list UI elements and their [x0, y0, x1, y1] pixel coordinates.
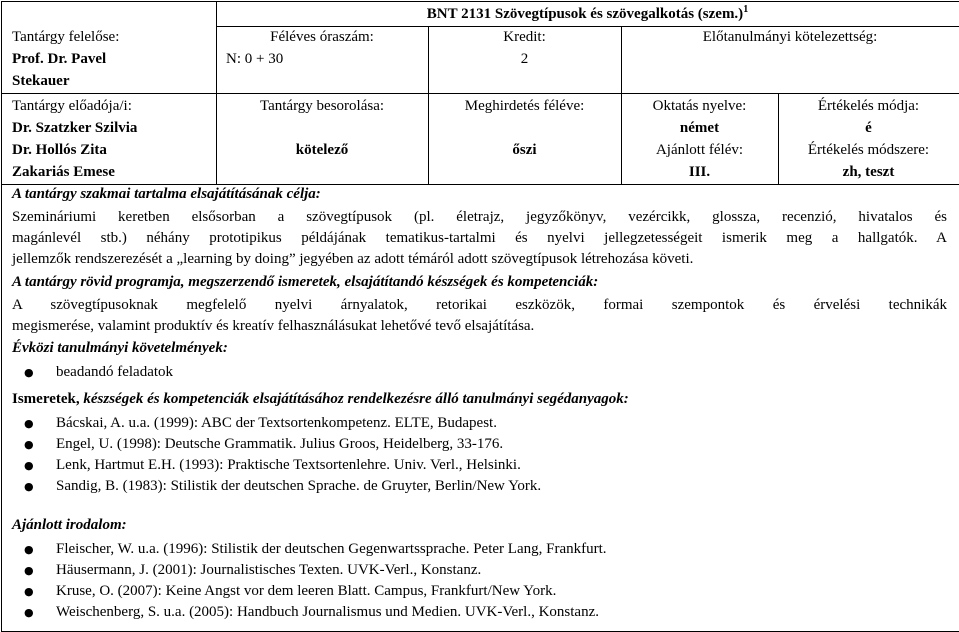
list-item: ● Fleischer, W. u.a. (1996): Stilistik der deutschen Gegenwartssprache. Peter Lang, Frankfurt.: [12, 539, 947, 560]
segedanyag-heading-rest: készségek és kompetenciák elsajátításához rendelkezésre álló tanulmányi segédanyagok:: [79, 391, 629, 407]
meghirdetes-value: őszi: [512, 142, 537, 158]
eloado-3: Zakariás Emese: [12, 164, 115, 180]
ertekeles-label: Értékelés módja:: [817, 98, 920, 114]
list-item: ● Lenk, Hartmut E.H. (1993): Praktische Textsortenlehre. Univ. Verl., Helsinki.: [12, 455, 947, 476]
list-item: ● Weischenberg, S. u.a. (2005): Handbuch Journalismus und Medien. UVK-Verl., Konstanz.: [12, 602, 947, 623]
nyelv-value: német: [679, 120, 720, 136]
segedanyag-list: [12, 413, 947, 497]
kredit-label: Kredit:: [503, 29, 546, 45]
irodalom-list: [12, 539, 947, 623]
eloado-2: Dr. Hollós Zita: [12, 142, 107, 158]
cel-line-2: magánlevél stb.) néhány prototipikus példájának tematikus-tartalmi és nyelvi jellegzetességeit ismerik meg a hallgatók. A: [12, 230, 947, 246]
modszere-label: Értékelés módszere:: [807, 142, 930, 158]
felelos-label: Tantárgy felelőse:: [12, 29, 120, 45]
oraszam-label: Féléves óraszám:: [270, 29, 374, 45]
irodalom-heading: Ajánlott irodalom:: [12, 517, 127, 533]
felelos-name-1: Prof. Dr. Pavel: [12, 51, 107, 67]
eloado-label: Tantárgy előadója/i:: [12, 98, 132, 114]
eloado-1: Dr. Szatzker Szilvia: [12, 120, 138, 136]
course-title-text: BNT 2131 Szövegtípusok és szövegalkotás (szem.): [426, 6, 744, 22]
grid-hline-title: [216, 26, 959, 27]
nyelv-label: Oktatás nyelve:: [652, 98, 747, 114]
program-heading: A tantárgy rövid programja, megszerzendő ismeretek, elsajátítandó készségek és kompetenciák:: [12, 274, 599, 290]
program-line-1: A szövegtípusoknak megfelelő nyelvi árnyalatok, retorikai eszközök, formai szempontok és érvelési technikák: [12, 297, 947, 313]
segedanyag-heading: [12, 391, 629, 408]
oraszam-value: N: 0 + 30: [226, 51, 284, 67]
program-line-2: megismerése, valamint produktív és kreatív felhasználásukat lehetővé tevő elsajátítása.: [12, 318, 535, 334]
segedanyag-heading-plain: Ismeretek,: [12, 391, 80, 407]
meghirdetes-label: Meghirdetés féléve:: [464, 98, 585, 114]
grid-hline-row2: [2, 93, 959, 94]
footnote-marker: 1: [743, 4, 749, 15]
list-item: ● Sandig, B. (1983): Stilistik der deutschen Sprache. de Gruyter, Berlin/New York.: [12, 476, 947, 497]
evkozi-list: [12, 362, 947, 383]
list-item: ● Kruse, O. (2007): Keine Angst vor dem leeren Blatt. Campus, Frankfurt/New York.: [12, 581, 947, 602]
cel-line-1: Szemináriumi keretben elsősorban a szövegtípusok (pl. életrajz, jegyzőkönyv, vezércikk, glossza, recenzió, hivatalos és: [12, 209, 947, 225]
course-datasheet: [1, 1, 959, 632]
list-item: ● beadandó feladatok: [12, 362, 947, 383]
kredit-value: 2: [520, 51, 529, 67]
cel-heading: A tantárgy szakmai tartalma elsajátításának célja:: [12, 186, 321, 202]
modszere-value: zh, teszt: [842, 164, 895, 180]
ertekeles-value: é: [865, 120, 872, 136]
cel-line-3: jellemzők rendszerezését a „learning by doing” jegyében az adott témáról adott szövegtípusok létrehozása követi.: [12, 251, 694, 267]
besorolas-label: Tantárgy besorolása:: [259, 98, 385, 114]
grid-hline-body: [2, 184, 959, 185]
course-title: [216, 6, 959, 23]
list-item: ● Bácskai, A. u.a. (1999): ABC der Textsortenkompetenz. ELTE, Budapest.: [12, 413, 947, 434]
besorolas-value: kötelező: [295, 142, 349, 158]
list-item: ● Häusermann, J. (2001): Journalistisches Texten. UVK-Verl., Konstanz.: [12, 560, 947, 581]
elotanulmanyi-label: Előtanulmányi kötelezettség:: [702, 29, 878, 45]
list-item: ● Engel, U. (1998): Deutsche Grammatik. Julius Groos, Heidelberg, 33-176.: [12, 434, 947, 455]
ajanlott-label: Ajánlott félév:: [655, 142, 744, 158]
evkozi-heading: Évközi tanulmányi követelmények:: [12, 340, 228, 356]
ajanlott-value: III.: [688, 164, 711, 180]
felelos-name-2: Stekauer: [12, 73, 70, 89]
